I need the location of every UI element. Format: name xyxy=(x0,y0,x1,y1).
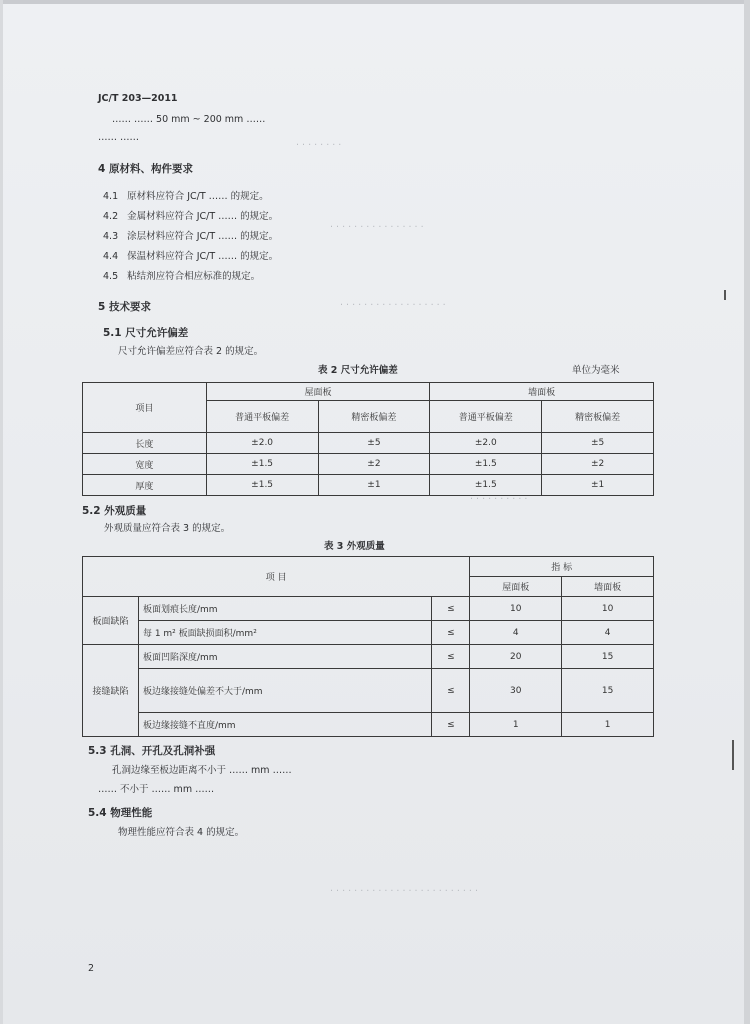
bleed-through-text: · · · · · · · · · · · · · · · · · · xyxy=(340,300,446,311)
table-2-subheader: 精密板偏差 xyxy=(542,401,654,433)
scan-edge-top xyxy=(0,0,750,4)
table-cell: 板边缘接缝不直度/mm xyxy=(138,713,431,737)
table-row xyxy=(83,621,654,645)
intro-line-2: …… …… xyxy=(98,132,140,143)
table-row xyxy=(83,645,654,669)
scan-artifact-mark xyxy=(732,740,734,770)
table-cell: 4 xyxy=(470,621,562,645)
table-2-unit: 单位为毫米 xyxy=(572,365,620,376)
table-2-header-item: 项目 xyxy=(83,383,207,433)
table-row xyxy=(83,475,654,496)
table-2 xyxy=(82,382,654,496)
bleed-through-text: · · · · · · · · · · · · · · · · xyxy=(330,222,424,233)
clause-4-4: 4.4 保温材料应符合 JC/T …… 的规定。 xyxy=(103,251,279,262)
table-3-caption: 表 3 外观质量 xyxy=(324,541,385,552)
table-cell: ±2.0 xyxy=(430,433,542,454)
clause-4-2: 4.2 金属材料应符合 JC/T …… 的规定。 xyxy=(103,211,279,222)
table-cell: 10 xyxy=(562,597,654,621)
section-4-title: 4 原材料、构件要求 xyxy=(98,163,193,175)
table-3-subheader: 屋面板 xyxy=(470,577,562,597)
table-3-header-index: 指 标 xyxy=(470,557,654,577)
table-cell: ±2 xyxy=(542,454,654,475)
table-3-group-label: 板面缺陷 xyxy=(83,597,139,645)
intro-line-1: …… …… 50 mm ~ 200 mm …… xyxy=(112,114,266,125)
table-2-subheader: 普通平板偏差 xyxy=(206,401,318,433)
clause-5-2-title: 5.2 外观质量 xyxy=(82,505,147,517)
clause-4-1: 4.1 原材料应符合 JC/T …… 的规定。 xyxy=(103,191,269,202)
table-cell: ±5 xyxy=(542,433,654,454)
section-5-title: 5 技术要求 xyxy=(98,301,151,313)
table-cell: 板面凹陷深度/mm xyxy=(138,645,431,669)
table-cell: ±1.5 xyxy=(206,475,318,496)
table-row xyxy=(83,713,654,737)
clause-5-4-title: 5.4 物理性能 xyxy=(88,807,153,819)
table-cell: 厚度 xyxy=(83,475,207,496)
table-cell: ±1 xyxy=(542,475,654,496)
table-cell: ±1.5 xyxy=(430,475,542,496)
table-3-header-item: 项 目 xyxy=(83,557,470,597)
table-2-header-group-1: 屋面板 xyxy=(206,383,430,401)
table-cell: 30 xyxy=(470,669,562,713)
bleed-through-text: · · · · · · · · xyxy=(296,140,342,151)
table-cell: 4 xyxy=(562,621,654,645)
table-cell: ≤ xyxy=(432,621,470,645)
clause-5-4-text: 物理性能应符合表 4 的规定。 xyxy=(118,827,245,838)
table-cell: ±2 xyxy=(318,454,430,475)
table-cell: ±1 xyxy=(318,475,430,496)
table-3 xyxy=(82,556,654,737)
table-cell: ≤ xyxy=(432,597,470,621)
table-cell: ±5 xyxy=(318,433,430,454)
scan-edge-right xyxy=(744,0,750,1024)
table-cell: ±2.0 xyxy=(206,433,318,454)
clause-5-3-text-1: 孔洞边缘至板边距离不小于 …… mm …… xyxy=(112,765,292,776)
clause-4-3: 4.3 涂层材料应符合 JC/T …… 的规定。 xyxy=(103,231,279,242)
table-2-subheader: 普通平板偏差 xyxy=(430,401,542,433)
table-2-subheader: 精密板偏差 xyxy=(318,401,430,433)
table-cell: 10 xyxy=(470,597,562,621)
clause-5-1-title: 5.1 尺寸允许偏差 xyxy=(103,327,189,339)
table-cell: ≤ xyxy=(432,713,470,737)
table-3-subheader: 墙面板 xyxy=(562,577,654,597)
clause-5-2-text: 外观质量应符合表 3 的规定。 xyxy=(104,523,231,534)
table-cell: ±1.5 xyxy=(430,454,542,475)
table-cell: 1 xyxy=(562,713,654,737)
clause-5-1-text: 尺寸允许偏差应符合表 2 的规定。 xyxy=(118,346,264,357)
table-cell: 1 xyxy=(470,713,562,737)
table-cell: 20 xyxy=(470,645,562,669)
standard-number: JC/T 203—2011 xyxy=(98,93,178,104)
page-number: 2 xyxy=(88,963,95,974)
table-cell: ≤ xyxy=(432,669,470,713)
table-cell: 长度 xyxy=(83,433,207,454)
bleed-through-text: · · · · · · · · · · xyxy=(470,494,528,505)
table-cell: 15 xyxy=(562,669,654,713)
table-2-caption: 表 2 尺寸允许偏差 xyxy=(318,365,398,376)
table-row xyxy=(83,433,654,454)
table-2-header-group-2: 墙面板 xyxy=(430,383,654,401)
clause-4-5: 4.5 粘结剂应符合相应标准的规定。 xyxy=(103,271,261,282)
table-cell: 板边缘接缝处偏差不大于/mm xyxy=(138,669,431,713)
table-row xyxy=(83,597,654,621)
table-cell: ≤ xyxy=(432,645,470,669)
bleed-through-text: · · · · · · · · · · · · · · · · · · · · · · · · · xyxy=(330,886,478,897)
table-cell: 板面划痕长度/mm xyxy=(138,597,431,621)
table-cell: 宽度 xyxy=(83,454,207,475)
clause-5-3-title: 5.3 孔洞、开孔及孔洞补强 xyxy=(88,745,216,757)
table-cell: ±1.5 xyxy=(206,454,318,475)
table-row xyxy=(83,669,654,713)
table-cell: 每 1 m² 板面缺损面积/mm² xyxy=(138,621,431,645)
scan-artifact-mark xyxy=(724,290,726,300)
clause-5-3-text-2: …… 不小于 …… mm …… xyxy=(98,784,215,795)
table-row xyxy=(83,454,654,475)
table-cell: 15 xyxy=(562,645,654,669)
scan-edge-left xyxy=(0,0,3,1024)
table-3-group-label: 接缝缺陷 xyxy=(83,645,139,737)
